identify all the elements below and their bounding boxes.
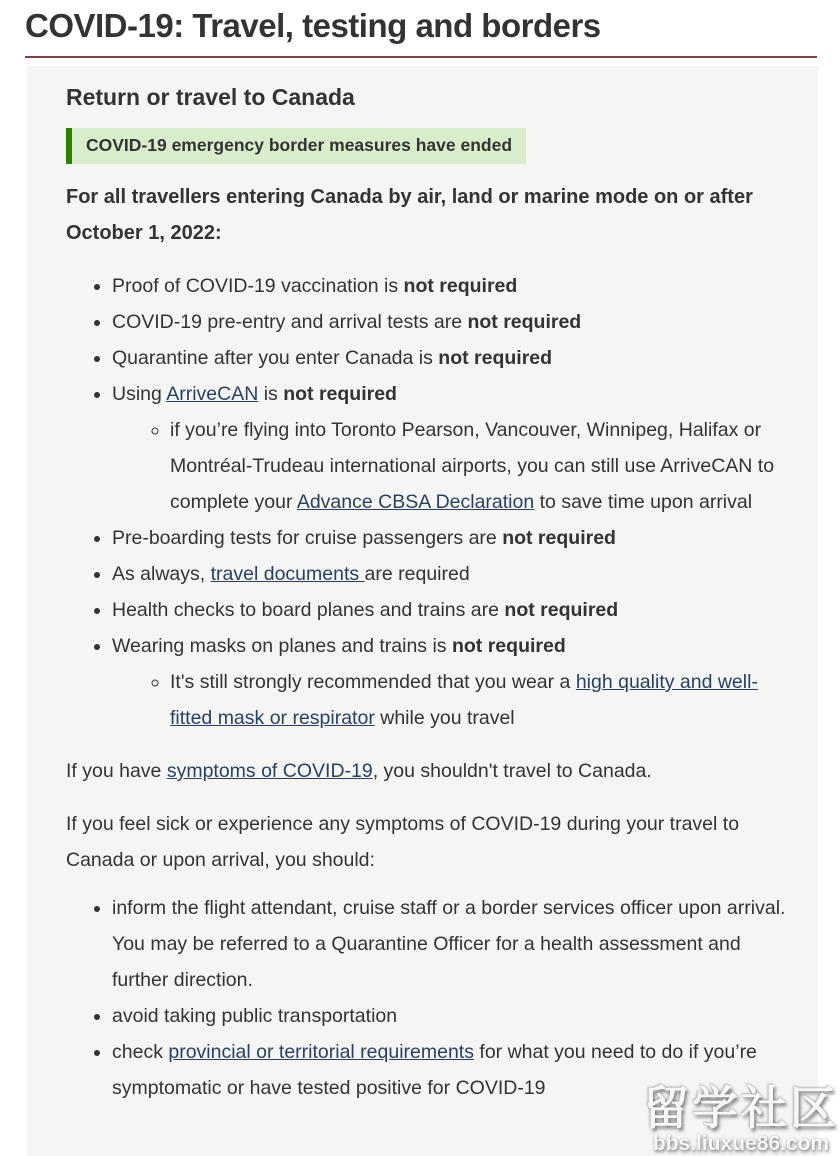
item-text: It's still strongly recommended that you wear a xyxy=(170,671,576,693)
item-text: Using xyxy=(112,383,167,405)
item-text: for what you need to do if you’re symptomatic or have tested positive for COVID-19 xyxy=(112,1041,757,1099)
item-text: Pre-boarding tests for cruise passengers are xyxy=(112,527,503,549)
section-heading: Return or travel to Canada xyxy=(66,84,355,110)
list-item-vaccination xyxy=(112,268,793,304)
item-bold-text: not required xyxy=(502,527,616,549)
watermark-url-text: bbs.liuxue86.com xyxy=(652,1132,830,1155)
measures-list xyxy=(66,268,793,736)
item-text: is xyxy=(258,383,284,405)
advance-cbsa-declaration-link[interactable]: Advance CBSA Declaration xyxy=(296,491,535,513)
provincial-territorial-requirements-link[interactable]: provincial or territorial requirements xyxy=(168,1041,474,1063)
item-text: As always, xyxy=(112,563,211,585)
page-title: COVID-19: Travel, testing and borders xyxy=(25,6,817,58)
arrivecan-link[interactable]: ArriveCAN xyxy=(166,383,259,405)
feel-sick-paragraph: If you feel sick or experience any symptoms of COVID-19 during your travel to Canada or upon arrival, you should: xyxy=(66,813,740,871)
sub-item-airports xyxy=(170,412,793,520)
list-item-avoid-transport: • avoid taking public transportation xyxy=(112,998,793,1034)
content-panel xyxy=(27,66,818,1156)
item-text: Proof of COVID-19 vaccination is xyxy=(112,275,404,297)
item-text: Wearing masks on planes and trains is xyxy=(112,635,452,657)
arrivecan-sub-list xyxy=(112,412,793,520)
list-item-tests xyxy=(112,304,793,340)
list-item-arrivecan xyxy=(112,376,793,520)
masks-sub-list xyxy=(112,664,793,736)
symptoms-paragraph xyxy=(66,753,793,789)
item-bold-text: not required xyxy=(283,383,397,405)
list-item-health-checks xyxy=(112,592,793,628)
list-item-quarantine xyxy=(112,340,793,376)
item-bold-text: not required xyxy=(438,347,553,369)
list-item-travel-documents xyxy=(112,556,793,592)
item-text: to save time upon arrival xyxy=(534,491,753,513)
list-item-masks xyxy=(112,628,793,736)
watermark-brand-text: 留学社区 xyxy=(643,1082,839,1134)
item-bold-text: not required xyxy=(403,275,518,297)
symptoms-of-covid19-link[interactable]: symptoms of COVID-19 xyxy=(166,760,373,782)
item-bold-text: not required xyxy=(504,599,619,621)
alert-success-banner xyxy=(66,128,526,164)
intro-paragraph: For all travellers entering Canada by air, land or marine mode on or after October 1, 2022: xyxy=(66,186,753,244)
item-text: Health checks to board planes and trains are xyxy=(112,599,505,621)
item-bold-text: not required xyxy=(451,635,566,657)
alert-text: COVID-19 emergency border measures have ended xyxy=(86,135,513,155)
travel-documents-link[interactable]: travel documents xyxy=(210,563,365,585)
sub-item-mask-recommendation xyxy=(170,664,793,736)
actions-list xyxy=(66,890,793,1106)
list-item-cruise xyxy=(112,520,793,556)
item-bold-text: not required xyxy=(467,311,582,333)
list-item-check-requirements xyxy=(112,1034,793,1106)
item-text: Quarantine after you enter Canada is xyxy=(112,347,439,369)
paragraph-text: , you shouldn't travel to Canada. xyxy=(372,760,652,782)
list-item-inform-attendant: • inform the flight attendant, cruise staff or a border services officer upon arrival. You may be referred to a Quarantine Officer for a health assessment and further direction. xyxy=(112,890,793,998)
item-text: COVID-19 pre-entry and arrival tests are xyxy=(112,311,468,333)
item-text: are required xyxy=(364,563,470,585)
item-text: while you travel xyxy=(374,707,515,729)
mask-respirator-link[interactable]: high quality and well-fitted mask or respirator xyxy=(170,671,758,729)
item-text: if you’re flying into Toronto Pearson, Vancouver, Winnipeg, Halifax or Montréal-Trudeau international airports, you can still use ArriveCAN to complete your xyxy=(170,419,775,513)
item-text: check xyxy=(112,1041,169,1063)
paragraph-text: If you have xyxy=(66,760,167,782)
